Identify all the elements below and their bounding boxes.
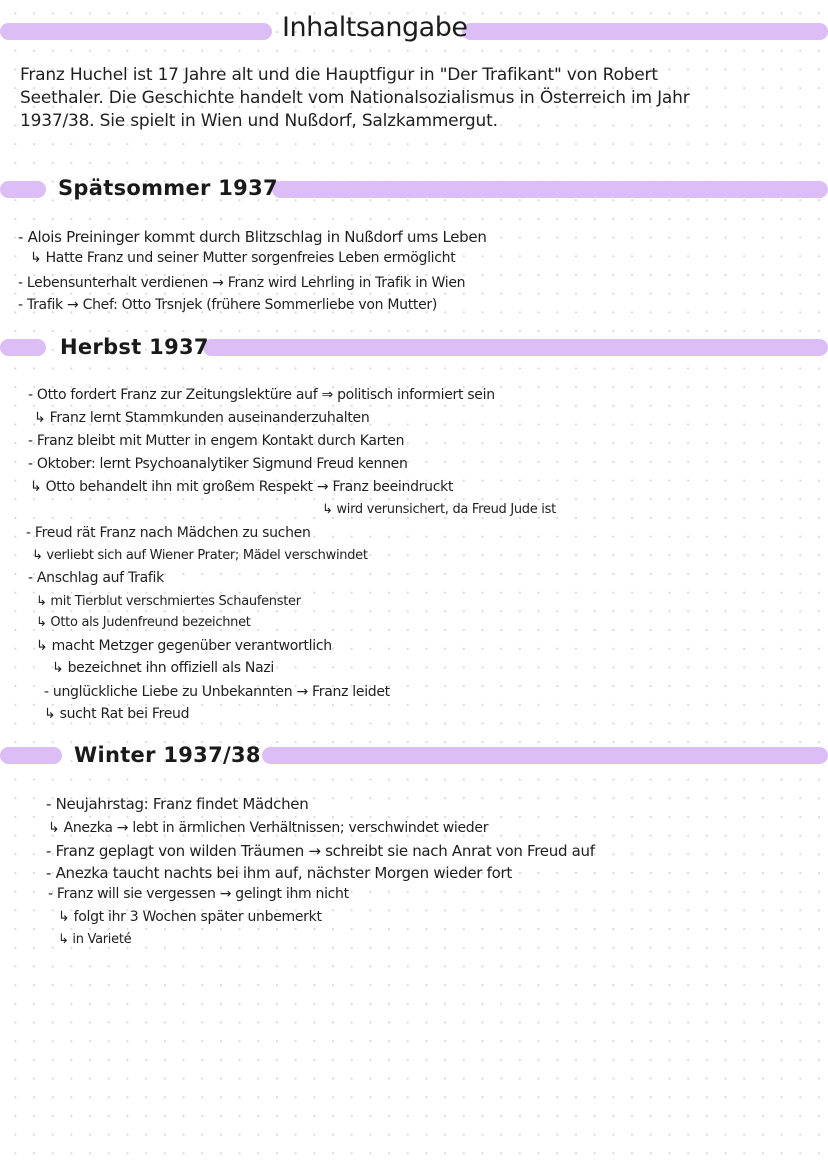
note-line: - Franz bleibt mit Mutter in engem Kontakt durch Karten — [28, 433, 405, 449]
section-heading-spaetsommer: Spätsommer 1937 — [58, 176, 278, 200]
section-heading-herbst: Herbst 1937 — [60, 335, 209, 359]
intro-paragraph: Franz Huchel ist 17 Jahre alt und die Hauptfigur in "Der Trafikant" von Robert Seethaler. Die Geschichte handelt vom Nationalsozialismus in Österreich im Jahr 1937/38. Sie spielt in Wien und Nußdorf, Salzkammergut. — [20, 65, 690, 131]
section-bar-left — [0, 339, 46, 356]
note-line: - Oktober: lernt Psychoanalytiker Sigmund Freud kennen — [28, 456, 408, 472]
note-line: ↳ Otto als Judenfreund bezeichnet — [36, 615, 251, 630]
note-line: - Trafik → Chef: Otto Trsnjek (frühere Sommerliebe von Mutter) — [18, 297, 438, 313]
section-bar-right — [272, 181, 828, 198]
section-bar-right — [262, 747, 828, 764]
note-line: ↳ verliebt sich auf Wiener Prater; Mädel verschwindet — [32, 548, 368, 563]
page-title: Inhaltsangabe — [282, 12, 468, 43]
note-line: - Anschlag auf Trafik — [28, 570, 164, 586]
note-line: - Neujahrstag: Franz findet Mädchen — [46, 795, 309, 813]
note-line: ↳ Franz lernt Stammkunden auseinanderzuhalten — [34, 410, 370, 426]
section-bar-left — [0, 181, 46, 198]
section-bar-right — [203, 339, 828, 356]
note-line: - Franz will sie vergessen → gelingt ihm nicht — [48, 886, 349, 902]
note-line: ↳ in Varieté — [58, 932, 132, 947]
section-bar-left — [0, 747, 62, 764]
title-bar-right — [462, 23, 828, 40]
note-line: ↳ mit Tierblut verschmiertes Schaufenster — [36, 594, 301, 609]
note-line: ↳ Otto behandelt ihn mit großem Respekt → Franz beeindruckt — [30, 479, 454, 495]
note-line: - Alois Preininger kommt durch Blitzschlag in Nußdorf ums Leben — [18, 228, 487, 246]
title-bar-left — [0, 23, 272, 40]
note-line: - unglückliche Liebe zu Unbekannten → Franz leidet — [44, 684, 390, 700]
note-line: ↳ sucht Rat bei Freud — [44, 706, 190, 722]
note-line: - Freud rät Franz nach Mädchen zu suchen — [26, 525, 311, 541]
note-line: - Anezka taucht nachts bei ihm auf, nächster Morgen wieder fort — [46, 864, 512, 882]
section-heading-winter: Winter 1937/38 — [74, 743, 261, 767]
note-line: ↳ wird verunsichert, da Freud Jude ist — [322, 502, 556, 517]
note-line: ↳ macht Metzger gegenüber verantwortlich — [36, 638, 332, 654]
note-line: - Otto fordert Franz zur Zeitungslektüre auf ⇒ politisch informiert sein — [28, 387, 495, 403]
note-line: ↳ Hatte Franz und seiner Mutter sorgenfreies Leben ermöglicht — [30, 250, 456, 266]
note-line: ↳ bezeichnet ihn offiziell als Nazi — [52, 660, 275, 676]
note-line: - Franz geplagt von wilden Träumen → schreibt sie nach Anrat von Freud auf — [46, 842, 595, 860]
note-line: - Lebensunterhalt verdienen → Franz wird Lehrling in Trafik in Wien — [18, 275, 466, 291]
note-line: ↳ Anezka → lebt in ärmlichen Verhältnissen; verschwindet wieder — [48, 820, 489, 836]
note-line: ↳ folgt ihr 3 Wochen später unbemerkt — [58, 909, 322, 925]
